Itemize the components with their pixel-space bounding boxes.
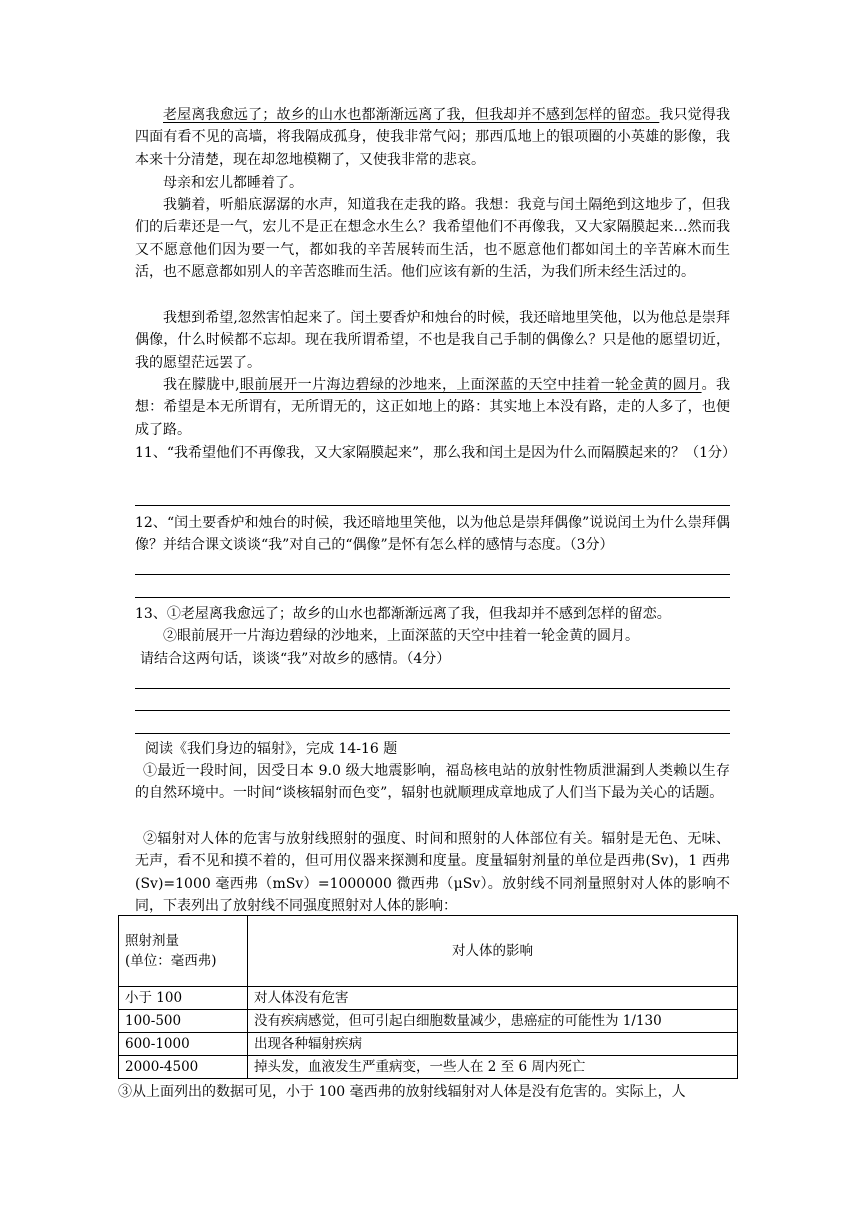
header-effect: 对人体的影响 [248, 916, 738, 987]
answer-line-q13-3 [135, 733, 730, 734]
passage1-paragraph-5: 我在朦胧中,眼前展开一片海边碧绿的沙地来，上面深蓝的天空中挂着一轮金黄的圆月。我想：希望是本无所谓有，无所谓无的，这正如地上的路：其实地上本没有路，走的人多了，也便成了路。 [135, 377, 731, 438]
dose-cell: 2000-4500 [119, 1056, 248, 1079]
dose-cell: 小于 100 [119, 987, 248, 1010]
passage2-paragraph-1: ①最近一段时间，因受日本 9.0 级大地震影响，福岛核电站的放射性物质泄漏到人类赖以生存的自然环境中。一时间“谈核辐射而色变”，辐射也就顺理成章地成了人们当下最为关心的话题。 [135, 763, 730, 802]
table-row [119, 1010, 738, 1033]
question-12: 12、“闰土要香炉和烛台的时候，我还暗地里笑他，以为他总是崇拜偶像”说说闰土为什么崇拜偶像？并结合课文谈谈“我”对自己的“偶像”是怀有怎么样的感情与态度。（3分） [135, 515, 730, 554]
table-row [119, 1033, 738, 1056]
header-dose: 照射剂量 (单位：毫西弗) [119, 916, 248, 987]
passage2-paragraph-3: ③从上面列出的数据可见，小于 100 毫西弗的放射线辐射对人体是没有危害的。实际上，人 [118, 1084, 686, 1100]
passage2-intro: 阅读《我们身边的辐射》，完成 14-16 题 [145, 741, 398, 757]
question-13-line-2: ②眼前展开一片海边碧绿的沙地来，上面深蓝的天空中挂着一轮金黄的圆月。 [163, 628, 639, 644]
effect-cell: 对人体没有危害 [248, 987, 738, 1010]
answer-line-q11 [135, 505, 730, 506]
table-row [119, 987, 738, 1010]
dose-cell: 600-1000 [119, 1033, 248, 1056]
answer-line-q12-2 [135, 597, 730, 598]
passage1-paragraph-4: 我想到希望,忽然害怕起来了。闰土要香炉和烛台的时候，我还暗地里笑他，以为他总是崇拜偶像，什么时候都不忘却。现在我所谓希望，不也是我自己手制的偶像么？只是他的愿望切近，我的愿望茫远罢了。 [135, 310, 730, 371]
dose-cell: 100-500 [119, 1010, 248, 1033]
question-13-line-1: 13、①老屋离我愈远了；故乡的山水也都渐渐远离了我，但我却并不感到怎样的留恋。 [135, 606, 671, 622]
underlined-sentence-2: 眼前展开一片海边碧绿的沙地来，上面深蓝的天空中挂着一轮金黄的圆月 [239, 377, 702, 393]
effect-cell: 掉头发，血液发生严重病变，一些人在 2 至 6 周内死亡 [248, 1056, 738, 1079]
question-13-prompt: 请结合这两句话，谈谈“我”对故乡的感情。（4分） [140, 651, 451, 667]
question-11: 11、“我希望他们不再像我，又大家隔膜起来”，那么我和闰土是因为什么而隔膜起来的？（1分） [135, 445, 737, 461]
answer-line-q13-2 [135, 710, 730, 711]
effect-cell: 出现各种辐射疾病 [248, 1033, 738, 1056]
table-header-row [119, 916, 738, 987]
radiation-dose-table [118, 915, 738, 1079]
effect-cell: 没有疾病感觉，但可引起白细胞数量减少，患癌症的可能性为 1/130 [248, 1010, 738, 1033]
answer-line-q12-1 [135, 574, 730, 575]
passage1-paragraph-1: 老屋离我愈远了；故乡的山水也都渐渐远离了我，但我却并不感到怎样的留恋。我只觉得我四面有看不见的高墙，将我隔成孤身，使我非常气闷；那西瓜地上的银项圈的小英雄的影像，我本来十分清楚，现在却忽地模糊了，又使我非常的悲哀。 [135, 107, 731, 168]
answer-line-q13-1 [135, 688, 730, 689]
underlined-sentence-1: 老屋离我愈远了；故乡的山水也都渐渐远离了我，但我却并不感到怎样的留恋。 [163, 107, 660, 123]
passage2-paragraph-2: ②辐射对人体的危害与放射线照射的强度、时间和照射的人体部位有关。辐射是无色、无味、无声，看不见和摸不着的，但可用仪器来探测和度量。度量辐射剂量的单位是西弗(Sv)，1 西弗(Sv)=1000 毫西弗（mSv）=1000000 微西弗（μSv）。放射线不同剂量照射对人体的影响不同，下表列出了放射线不同强度照射对人体的影响： [135, 831, 730, 915]
passage1-paragraph-3: 我躺着，听船底潺潺的水声，知道我在走我的路。我想：我竟与闰土隔绝到这地步了，但我们的后辈还是一气，宏儿不是正在想念水生么？我希望他们不再像我，又大家隔膜起来…然而我又不愿意他们因为要一气，都如我的辛苦展转而生活，也不愿意他们都如闰土的辛苦麻木而生活，也不愿意都如别人的辛苦恣睢而生活。他们应该有新的生活，为我们所未经生活过的。 [135, 197, 730, 281]
table-row [119, 1056, 738, 1079]
passage1-paragraph-2: 母亲和宏儿都睡着了。 [163, 175, 303, 191]
